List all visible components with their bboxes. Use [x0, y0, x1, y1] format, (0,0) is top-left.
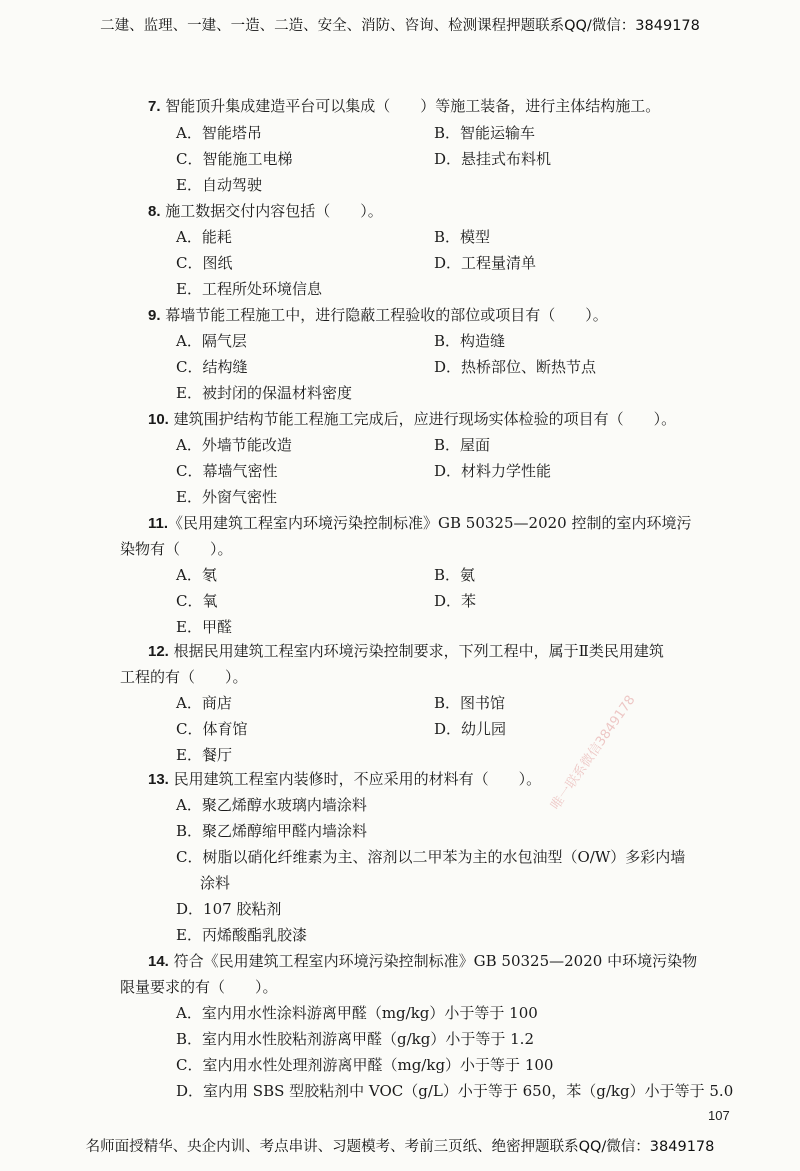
- question-7-stem: [148, 95, 660, 116]
- option: C．图纸: [176, 254, 233, 272]
- question-number: 10.: [148, 411, 169, 428]
- question-13-stem: [148, 768, 541, 789]
- question-11-stem: [148, 512, 691, 533]
- question-text: 民用建筑工程室内装修时，不应采用的材料有（ ）。: [173, 770, 542, 788]
- option: D．工程量清单: [434, 254, 537, 272]
- option: B．屋面: [434, 436, 491, 454]
- option: A．室内用水性涂料游离甲醛（mg/kg）小于等于 100: [176, 1004, 538, 1022]
- question-10-stem: [148, 408, 676, 429]
- option: A．商店: [176, 694, 232, 712]
- option: D．热桥部位、断热节点: [434, 358, 597, 376]
- option: E．自动驾驶: [176, 176, 262, 194]
- option: D．材料力学性能: [434, 462, 552, 480]
- question-text: 符合《民用建筑工程室内环境污染控制标准》GB 50325—2020 中环境污染物: [173, 952, 698, 970]
- question-text: 建筑围护结构节能工程施工完成后，应进行现场实体检验的项目有（ ）。: [173, 410, 677, 428]
- question-14-stem-cont: 限量要求的有（ ）。: [120, 978, 278, 996]
- question-text: 智能顶升集成建造平台可以集成（ ）等施工装备，进行主体结构施工。: [165, 97, 661, 115]
- page-number: 107: [708, 1108, 730, 1123]
- option: A．聚乙烯醇水玻璃内墙涂料: [176, 796, 367, 814]
- page-footer: 名师面授精华、央企内训、考点串讲、习题模考、考前三页纸、绝密押题联系QQ/微信：3849178: [85, 1139, 715, 1155]
- option: E．被封闭的保温材料密度: [176, 384, 352, 402]
- option: E．丙烯酸酯乳胶漆: [176, 926, 307, 944]
- option: B．模型: [434, 228, 491, 246]
- option: E．餐厅: [176, 746, 232, 764]
- page-header: 二建、监理、一建、一造、二造、安全、消防、咨询、检测课程押题联系QQ/微信：3849178: [100, 18, 700, 34]
- watermark: 唯一联系微信3849178: [548, 692, 639, 813]
- question-number: 14.: [148, 953, 169, 970]
- option: B．聚乙烯醇缩甲醛内墙涂料: [176, 822, 368, 840]
- question-number: 12.: [148, 643, 169, 660]
- question-text: 《民用建筑工程室内环境污染控制标准》GB 50325—2020 控制的室内环境污: [168, 514, 692, 532]
- question-number: 11.: [148, 515, 169, 532]
- question-text: 施工数据交付内容包括（ ）。: [165, 202, 383, 220]
- option: C．氧: [176, 592, 218, 610]
- option: C．树脂以硝化纤维素为主、溶剂以二甲苯为主的水包油型（O/W）多彩内墙: [176, 848, 686, 866]
- question-9-stem: [148, 304, 608, 325]
- option: D．室内用 SBS 型胶粘剂中 VOC（g/L）小于等于 650，苯（g/kg）小于等于 5.0: [176, 1082, 734, 1100]
- option: B．构造缝: [434, 332, 506, 350]
- option: D．幼儿园: [434, 720, 507, 738]
- option: A．能耗: [176, 228, 232, 246]
- option: C．体育馆: [176, 720, 248, 738]
- option: D．苯: [434, 592, 477, 610]
- question-number: 8.: [148, 203, 161, 220]
- question-12-stem: [148, 640, 664, 661]
- question-text: 根据民用建筑工程室内环境污染控制要求，下列工程中，属于Ⅱ类民用建筑: [173, 642, 664, 660]
- option: B．智能运输车: [434, 124, 536, 142]
- question-14-stem: [148, 950, 697, 971]
- question-number: 7.: [148, 98, 161, 115]
- option: C．智能施工电梯: [176, 150, 293, 168]
- option: C．结构缝: [176, 358, 248, 376]
- question-number: 9.: [148, 307, 161, 324]
- option: C．幕墙气密性: [176, 462, 278, 480]
- question-12-stem-cont: 工程的有（ ）。: [120, 668, 248, 686]
- question-11-stem-cont: 染物有（ ）。: [120, 540, 233, 558]
- option: A．氡: [176, 566, 217, 584]
- option: D．悬挂式布料机: [434, 150, 552, 168]
- option: B．室内用水性胶粘剂游离甲醛（g/kg）小于等于 1.2: [176, 1030, 534, 1048]
- option: E．甲醛: [176, 618, 232, 636]
- option: E．外窗气密性: [176, 488, 277, 506]
- option: A．外墙节能改造: [176, 436, 292, 454]
- question-8-stem: [148, 200, 383, 221]
- option: A．隔气层: [176, 332, 247, 350]
- option: D．107 胶粘剂: [176, 900, 282, 918]
- question-text: 幕墙节能工程施工中，进行隐蔽工程验收的部位或项目有（ ）。: [165, 306, 608, 324]
- option: C．室内用水性处理剂游离甲醛（mg/kg）小于等于 100: [176, 1056, 554, 1074]
- option-cont: 涂料: [200, 874, 231, 892]
- option: B．氨: [434, 566, 476, 584]
- option: A．智能塔吊: [176, 124, 262, 142]
- question-number: 13.: [148, 771, 169, 788]
- option: B．图书馆: [434, 694, 506, 712]
- option: E．工程所处环境信息: [176, 280, 322, 298]
